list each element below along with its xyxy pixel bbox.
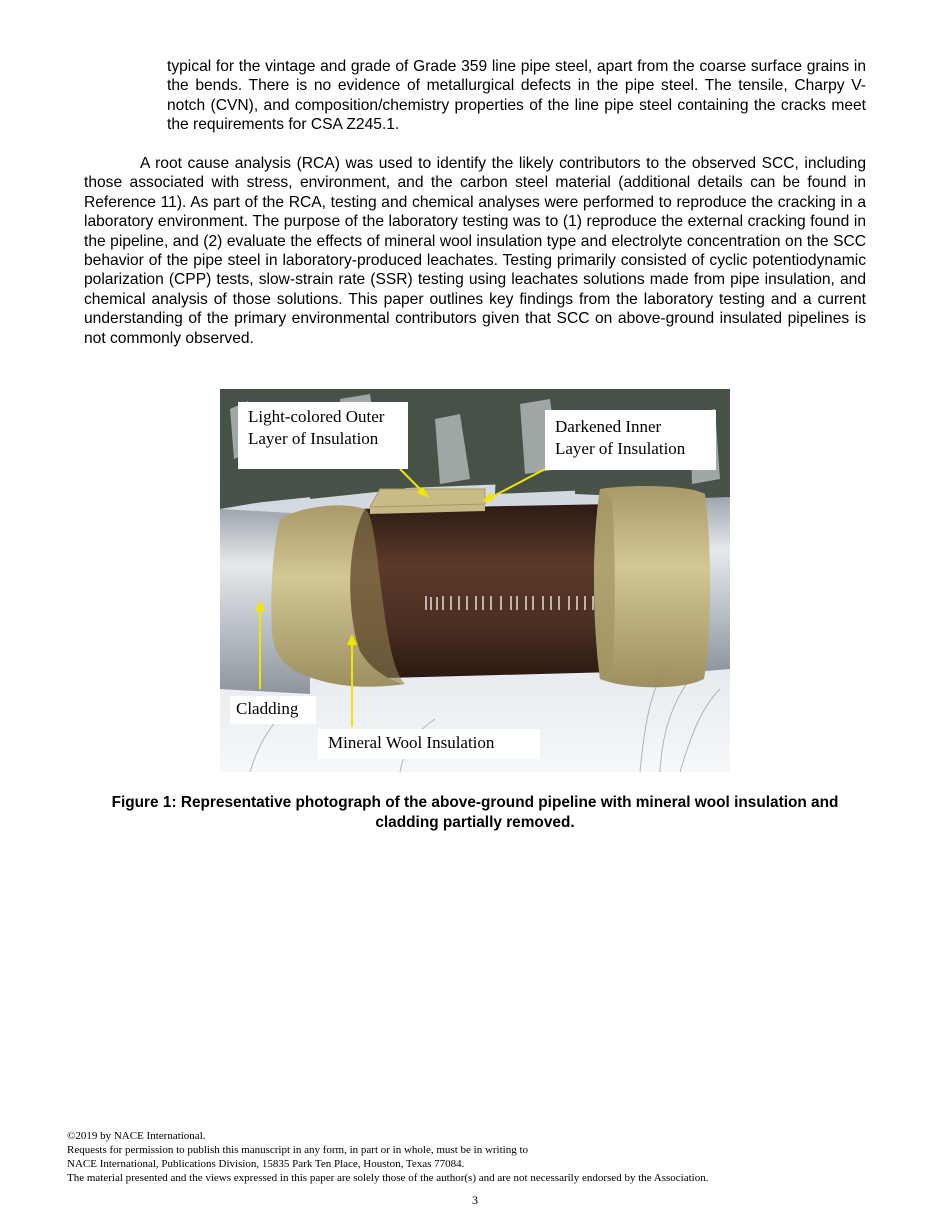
body-paragraph-1: typical for the vintage and grade of Grade 359 line pipe steel, apart from the coarse surface grains in the bends. There is no evidence of metallurgical defects in the pipe steel. The tensile, Charpy V-notch (CVN), and composition/chemistry properties of the line pipe steel containing the cracks meet the requirements for CSA Z245.1. [167, 58, 866, 134]
callout-inner-line-1: Darkened Inner [555, 417, 662, 436]
page-number: 3 [472, 1193, 478, 1207]
callout-inner-line-2: Layer of Insulation [555, 439, 686, 458]
callout-mineral-wool-text: Mineral Wool Insulation [328, 733, 495, 752]
footer-copyright: ©2019 by NACE International. [67, 1130, 206, 1142]
callout-outer-layer [238, 402, 408, 469]
page-footer [67, 1129, 887, 1185]
body-paragraph-2: A root cause analysis (RCA) was used to identify the likely contributors to the observed SCC, including those associated with stress, environment, and the carbon steel material (additional details can be found in Reference 11). As part of the RCA, testing and chemical analyses were performed to reproduce the cracking in a laboratory environment. The purpose of the laboratory testing was to (1) reproduce the external cracking found in the pipeline, and (2) evaluate the effects of mineral wool insulation type and electrolyte concentration on the SCC behavior of the pipe steel in laboratory-produced leachates. Testing primarily consisted of cyclic potentiodynamic polarization (CPP) tests, slow-strain rate (SSR) testing using leachates solutions made from pipe insulation, and chemical analysis of those solutions. This paper outlines key findings from the laboratory testing and a current understanding of the primary environmental contributors given that SCC on above-ground insulated pipelines is not commonly observed. [84, 155, 866, 347]
figure-caption: Figure 1: Representative photograph of the above-ground pipeline with mineral wool insulation and cladding partially removed. [111, 794, 839, 831]
footer-disclaimer: The material presented and the views expressed in this paper are solely those of the author(s) and are not necessarily endorsed by the Association. [67, 1172, 709, 1184]
footer-permission: Requests for permission to publish this manuscript in any form, in part or in whole, must be in writing to [67, 1144, 529, 1156]
callout-cladding-text: Cladding [236, 699, 299, 718]
footer-address: NACE International, Publications Division, 15835 Park Ten Place, Houston, Texas 77084. [67, 1158, 465, 1170]
callout-cladding [230, 696, 316, 724]
callout-outer-line-2: Layer of Insulation [248, 429, 379, 448]
callout-mineral-wool [318, 729, 540, 759]
figure-1-photograph [220, 389, 730, 772]
callout-outer-line-1: Light-colored Outer [248, 407, 385, 426]
callout-inner-layer [545, 410, 716, 470]
